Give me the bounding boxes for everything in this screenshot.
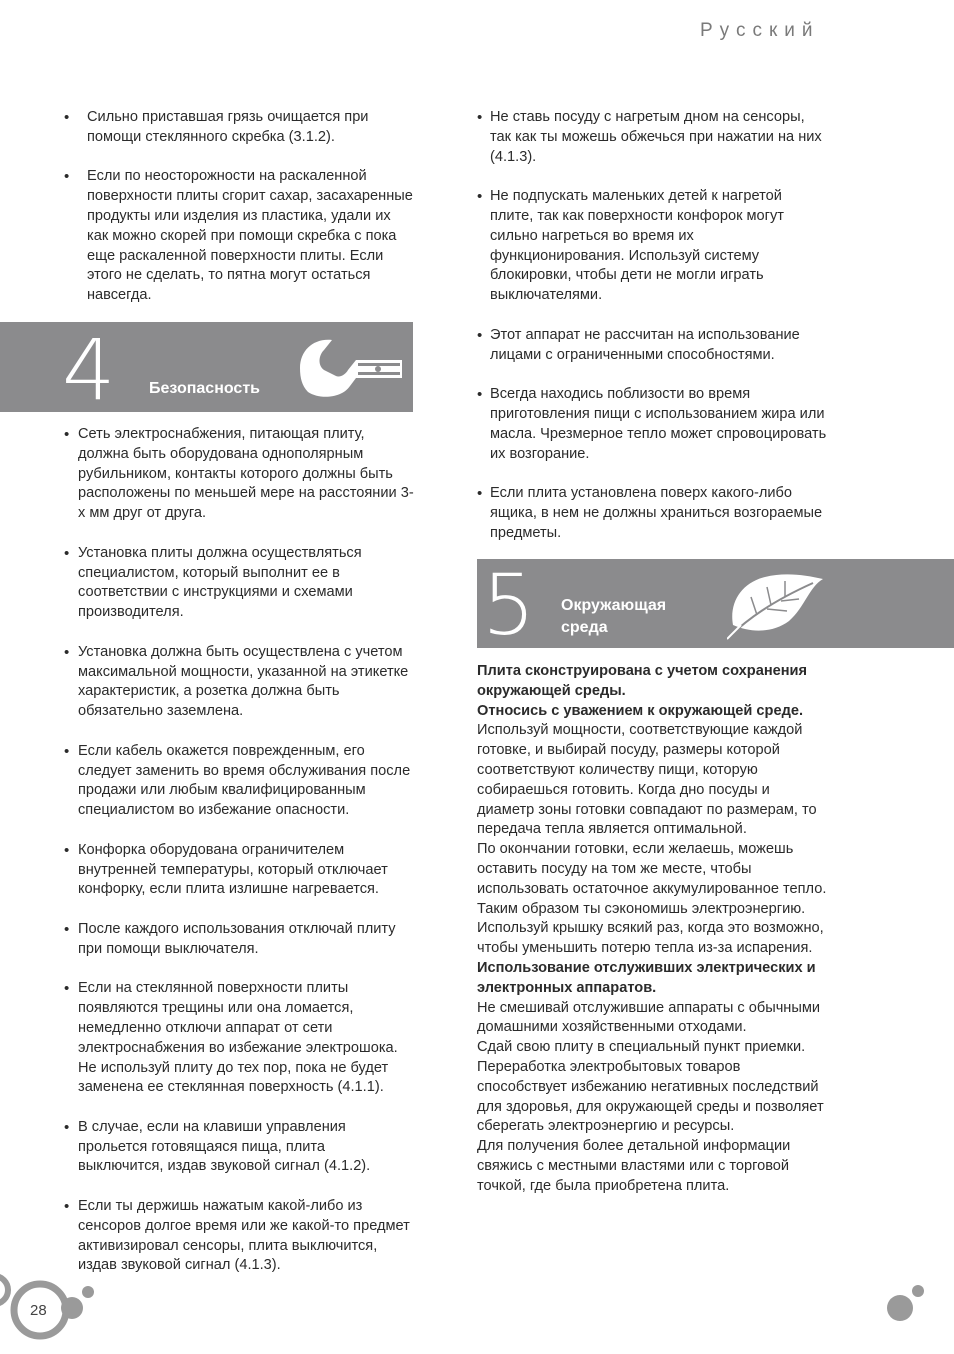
list-item: • Если кабель окажется поврежденным, его следует заменить во время обслуживания после продажи или любым квалифицированным специалистом во избежание опасности.: [64, 742, 414, 821]
safety-list-right: [477, 108, 827, 544]
paragraph-bold: Плита сконструирована с учетом сохранения окружающей среды.: [477, 663, 808, 699]
list-item: • Если ты держишь нажатым какой-либо из сенсоров долгое время или же какой-то предмет активизировал сенсоры, плита выключится, издав звуковой сигнал (4.1.3).: [64, 1197, 414, 1276]
paragraph: Используй мощности, соответствующие каждой готовке, и выбирай посуду, размеры которой соответствуют количеству пищи, которую собираешься готовить. Когда дно посуды и диаметр зоны готовки совпадают по размерам, то передача тепла является оптимальной.: [477, 722, 817, 838]
leaf-icon: [727, 567, 827, 641]
list-item: • Установка плиты должна осуществляться специалистом, который выполнит ее в соответствии с инструкциями и схемами производителя.: [64, 544, 414, 623]
section-number: 5: [482, 556, 536, 654]
list-item: • Если на стеклянной поверхности плиты появляются трещины или она ломается, немедленно отключи аппарат от сети электроснабжения во избежание электрошока. Не используй плиту до тех пор, пока не будет заменена ее стеклянная поверхность (4.1.1).: [64, 979, 414, 1098]
list-item: • В случае, если на клавиши управления прольется готовящаяся пища, плита выключится, издав звуковой сигнал (4.1.2).: [64, 1118, 414, 1177]
section-4-banner: [0, 321, 413, 419]
section-title: Окружающая среда: [561, 597, 667, 636]
safety-right-column: [477, 108, 827, 563]
list-item: • Установка должна быть осуществлена с учетом максимальной мощности, указанной на этикетке характеристик, а розетка должна быть обязательно заземлена.: [64, 643, 414, 722]
list-item: • После каждого использования отключай плиту при помощи выключателя.: [64, 920, 414, 960]
safety-left-column: [64, 425, 414, 1296]
section-title: Безопасность: [149, 380, 260, 397]
list-item: • Не подпускать маленьких детей к нагретой плите, так как поверхности конфорок могут сильно нагреться во время их функционирования. Используй систему блокировки, чтобы дети не могли играть выключателями.: [477, 187, 827, 306]
paragraph: Не смешивай отслужившие аппараты с обычными домашними хозяйственными отходами.: [477, 999, 821, 1036]
wrench-icon: [296, 336, 404, 400]
section-5-banner: [477, 556, 954, 654]
paragraph: Используй крышку всякий раз, когда это возможно, чтобы уменьшить потерю тепла из-за испарения.: [477, 920, 824, 957]
list-item: • Не ставь посуду с нагретым дном на сенсоры, так как ты можешь обжечься при нажатии на них (4.1.3).: [477, 108, 827, 167]
list-item: • Конфорка оборудована ограничителем внутренней температуры, который отключает конфорку, если плита излишне нагревается.: [64, 841, 414, 900]
list-item: • Этот аппарат не рассчитан на использование лицами с ограниченными способностями.: [477, 326, 827, 366]
paragraph-bold: Относись с уважением к окружающей среде.: [477, 702, 804, 719]
safety-list-left: [64, 425, 414, 1276]
list-item: • Если по неосторожности на раскаленной поверхности плиты сгорит сахар, засахаренные продукты или изделия из пластика, удали их как можно скорей при помощи скребка с пока еще раскаленной поверхности плиты. Если этого не сделать, то пятна могут остаться навсегда.: [64, 167, 414, 306]
list-item: • Сеть электроснабжения, питающая плиту, должна быть оборудована однополярным рубильником, контакты которого должны быть расположены по меньшей мере на расстоянии 3-х мм друг от друга.: [64, 425, 414, 524]
paragraph: Для получения более детальной информации свяжись с местными властями или с торговой точкой, где была приобретена плита.: [477, 1138, 791, 1194]
paragraph: По окончании готовки, если желаешь, можешь оставить посуду на том же месте, чтобы использовать остаточное аккумулированное тепло. Таким образом ты сэкономишь электроэнергию.: [477, 841, 827, 917]
cleaning-tips-list: [64, 108, 414, 306]
list-item: • Сильно приставшая грязь очищается при помощи стеклянного скребка (3.1.2).: [64, 108, 414, 148]
section-number: 4: [62, 321, 116, 419]
paragraph: Сдай свою плиту в специальный пункт приемки. Переработка электробытовых товаров способствует избежанию негативных последствий для здоровья, для окружающей среды и позволяет сберегать электроэнергию и ресурсы.: [477, 1039, 824, 1135]
list-item: • Если плита установлена поверх какого-либо ящика, в нем не должны храниться возгораемые предметы.: [477, 484, 827, 543]
paragraph-bold: Использование отслуживших электрических и электронных аппаратов.: [477, 959, 816, 996]
top-left-column: [64, 108, 414, 326]
language-label: Русский: [700, 20, 820, 41]
page-number: 28: [30, 1302, 47, 1319]
page-corner-decoration-right: [880, 1278, 954, 1348]
environment-text: [477, 662, 829, 1197]
page-corner-decoration: [0, 1260, 110, 1354]
list-item: • Всегда находись поблизости во время приготовления пищи с использованием жира или масла. Чрезмерное тепло может спровоцировать их возгорание.: [477, 385, 827, 464]
